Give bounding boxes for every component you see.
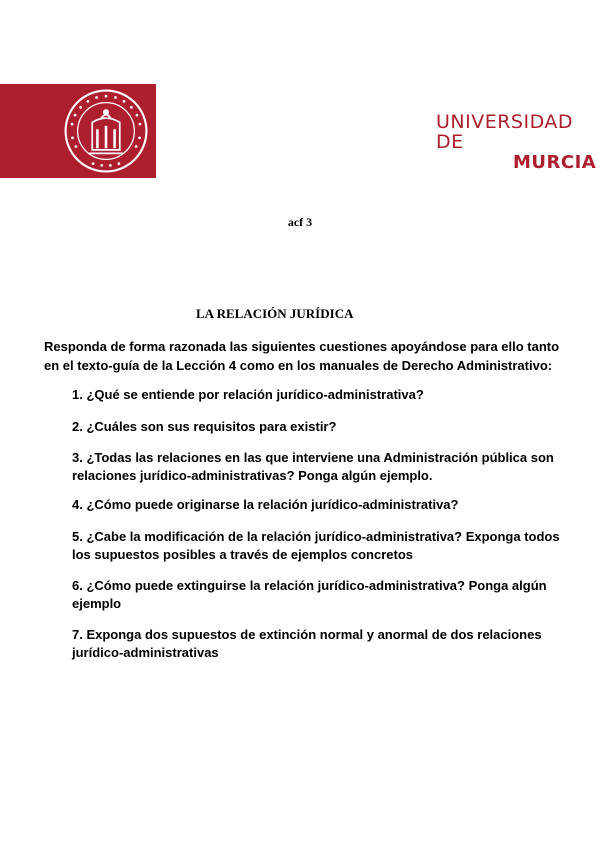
question-item: 1. ¿Qué se entiende por relación jurídico-administrativa? <box>72 387 424 402</box>
logo-line-1: UNIVERSIDAD DE <box>436 111 574 153</box>
page-title: LA RELACIÓN JURÍDICA <box>196 306 354 321</box>
logo-line-2: MURCIA <box>513 152 597 173</box>
question-item: 3. ¿Todas las relaciones en las que interviene una Administración pública son relaciones jurídico-administrativas? Ponga algún ejemplo. <box>72 450 554 483</box>
question-item: 2. ¿Cuáles son sus requisitos para existir? <box>72 419 337 434</box>
question-item: 5. ¿Cabe la modificación de la relación jurídico-administrativa? Exponga todos los supuestos posibles a través de ejemplos concretos <box>72 529 560 562</box>
question-item: 6. ¿Cómo puede extinguirse la relación jurídico-administrativa? Ponga algún ejemplo <box>72 578 547 611</box>
question-item: 7. Exponga dos supuestos de extinción normal y anormal de dos relaciones jurídico-administrativas <box>72 627 542 660</box>
document-code: acf 3 <box>287 215 313 229</box>
university-logo <box>436 111 597 174</box>
question-item: 4. ¿Cómo puede originarse la relación jurídico-administrativa? <box>72 497 459 512</box>
intro-paragraph: Responda de forma razonada las siguientes cuestiones apoyándose para ello tanto en el texto-guía de la Lección 4 como en los manuales de Derecho Administrativo: <box>44 339 560 373</box>
university-seal-icon <box>63 88 149 174</box>
